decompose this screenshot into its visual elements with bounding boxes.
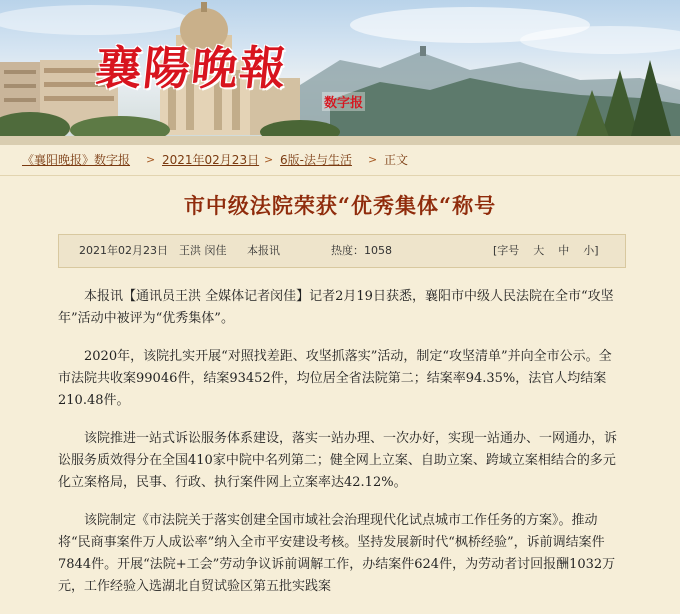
breadcrumb-separator: > — [146, 153, 156, 166]
article-title: 市中级法院荣获“优秀集体“称号 — [183, 193, 497, 218]
article-date: 2021年02月23日 — [79, 244, 168, 257]
font-size-medium-button[interactable]: 中 — [558, 244, 570, 257]
article-paragraph: 该院推进一站式诉讼服务体系建设，落实一站办理、一次办好，实现一站通办、一网通办，诉讼服务质效得分在全国410家中院中名列第二；健全网上立案、自助立案、跨域立案相结合的多元化立案格局，民事、行政、执行案件网上立案率达42.12%。 — [58, 431, 618, 490]
font-size-bracket-close: ] — [594, 244, 599, 257]
font-size-control — [493, 235, 599, 267]
article-body — [58, 286, 624, 614]
breadcrumb-link-date[interactable]: 2021年02月23日 — [162, 153, 260, 167]
breadcrumb — [0, 145, 680, 176]
article-views: 热度：1058 — [331, 244, 392, 257]
header-banner — [0, 0, 680, 145]
newspaper-logo: 襄陽晚報 — [92, 41, 291, 95]
font-size-small-button[interactable]: 小 — [583, 244, 595, 257]
digital-edition-label: 数字报 — [322, 92, 365, 111]
breadcrumb-separator: > — [264, 153, 274, 166]
article-authors: 王洪 闵佳 — [179, 244, 227, 257]
article-paragraph: 该院制定《市法院关于落实创建全国市域社会治理现代化试点城市工作任务的方案》。推动将“民商事案件万人成讼率”纳入全市平安建设考核。坚持发展新时代“枫桥经验”，诉前调结案件7844件。开展“法院+工会”劳动争议诉前调解工作，办结案件624件，为劳动者讨回报酬1032万元，工作经验入选湖北自贸试验区第五批实践案 — [58, 513, 616, 594]
font-size-bracket-open: [ — [493, 244, 498, 257]
article-paragraph: 本报讯【通讯员王洪 全媒体记者闵佳】记者2月19日获悉，襄阳市中级人民法院在全市“攻坚年”活动中被评为“优秀集体”。 — [58, 289, 614, 326]
font-size-label: 字号 — [497, 244, 520, 257]
article-meta-bar — [58, 234, 626, 268]
article-source: 本报讯 — [247, 244, 280, 257]
font-size-large-button[interactable]: 大 — [533, 244, 545, 257]
breadcrumb-current: 正文 — [384, 153, 409, 167]
breadcrumb-separator: > — [368, 153, 378, 166]
breadcrumb-link-newspaper[interactable]: 《襄阳晚报》数字报 — [22, 153, 131, 167]
breadcrumb-link-page[interactable]: 6版-法与生活 — [280, 153, 352, 167]
article-paragraph: 2020年，该院扎实开展“对照找差距、攻坚抓落实”活动，制定“攻坚清单”并向全市公示。全市法院共收案99046件，结案93452件，均位居全省法院第二；结案率94.35%，法官人均结案210.48件。 — [58, 349, 612, 408]
